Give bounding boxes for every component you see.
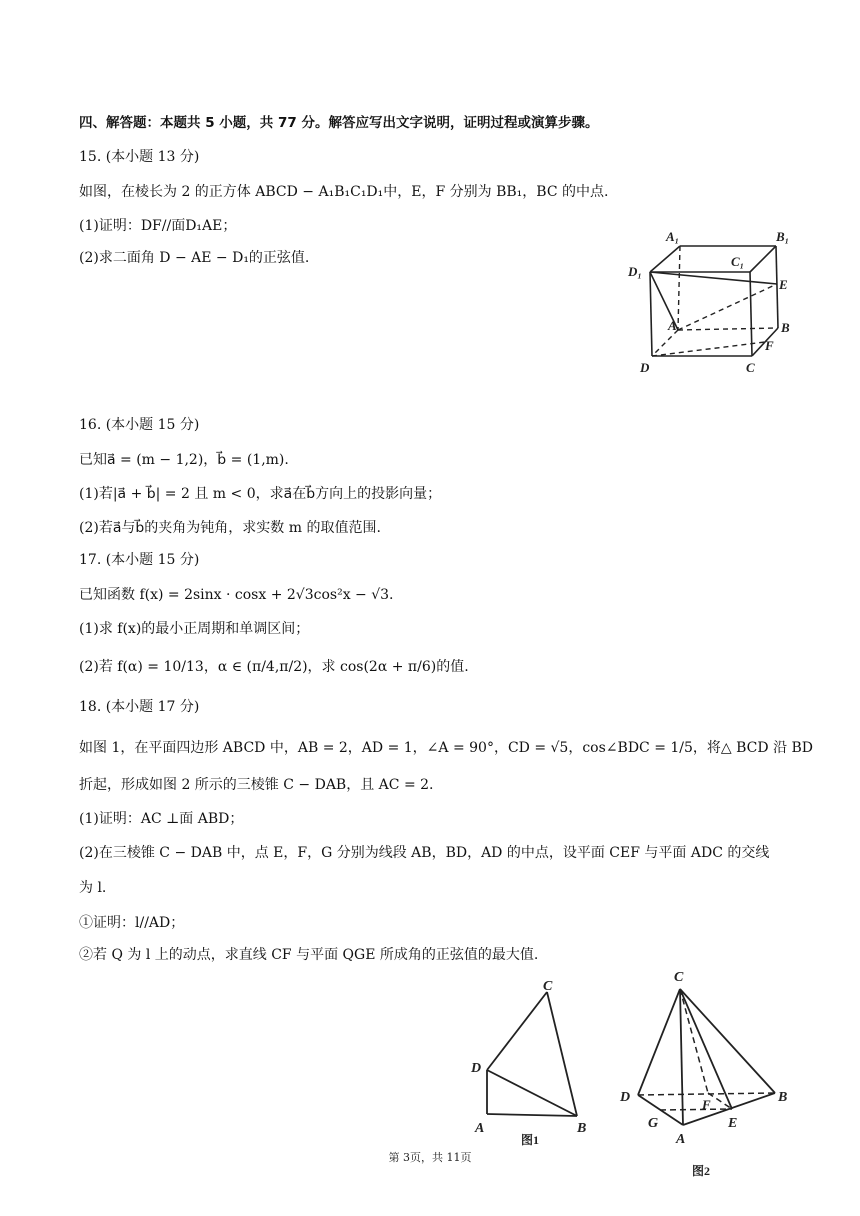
q17-part2: (2)若 f(α) = 10/13，α ∈ (π/4,π/2)，求 cos(2α + π/6)的值. [79,659,469,675]
q16-header: 16. (本小题 15 分) [79,417,200,433]
label-b: B [781,320,790,335]
edge-b1-b [776,246,778,328]
edge-d-b [487,1070,577,1116]
label-d: D [640,360,650,375]
label-c1: C₁ [731,254,745,269]
hidden-edge-a-e [678,284,777,330]
fig1-label-a: A [475,1121,485,1136]
q17-header: 17. (本小题 15 分) [79,552,200,568]
edge-d-c [487,992,547,1070]
label-c: C [746,360,755,375]
label-f: F [765,338,774,353]
q15-stem: 如图，在棱长为 2 的正方体 ABCD − A₁B₁C₁D₁中，E，F 分别为 BB₁，BC 的中点. [79,184,609,200]
edge-c-a [680,989,683,1125]
label-b1: B₁ [776,229,790,244]
page-footer: 第 3页，共 11页 [388,1151,472,1164]
q17-stem: 已知函数 f(x) = 2sinx · cosx + 2√3cos²x − √3. [79,587,394,603]
cube-figure [626,226,796,380]
q18-part2-sub2: ②若 Q 为 l 上的动点，求直线 CF 与平面 QGE 所成角的正弦值的最大值. [79,947,539,963]
fig2-label-e: E [728,1116,738,1131]
hidden-edge-a1-a [678,246,680,330]
q18-part2-line2: 为 l. [79,880,107,896]
hidden-edge-g-e [660,1109,732,1110]
q17-part1: (1)求 f(x)的最小正周期和单调区间； [79,621,310,637]
edge-d1-e [650,272,777,284]
edge-c-b [547,992,577,1116]
q15-part1: (1)证明：DF//面D₁AE； [79,218,237,234]
q18-part1: (1)证明：AC ⊥面 ABD； [79,811,244,827]
section-title: 四、解答题：本题共 5 小题，共 77 分。解答应写出文字说明，证明过程或演算步骤。 [79,115,599,131]
fig2-label-f: F [702,1097,711,1112]
label-a: A [668,318,677,333]
hidden-edge-a-b [678,328,778,330]
edge-d1-d [650,272,652,356]
q15-part2: (2)求二面角 D − AE − D₁的正弦值. [79,250,310,266]
q16-stem: 已知a⃗ = (m − 1,2)，b⃗ = (1,m). [79,452,289,468]
fig1-label-d: D [471,1061,482,1076]
label-d1: D₁ [628,264,642,279]
fig2-label-d: D [620,1090,631,1105]
q16-part1: (1)若|a⃗ + b⃗| = 2 且 m < 0，求a⃗在b⃗方向上的投影向量； [79,486,442,502]
fig2-label-g: G [648,1116,659,1131]
q18-stem-line2: 折起，形成如图 2 所示的三棱锥 C − DAB，且 AC = 2. [79,777,434,793]
edge-a-b [487,1114,577,1116]
hidden-edge-d-f [652,342,765,356]
edge-d1-a1 [650,246,680,272]
q16-part2: (2)若a⃗与b⃗的夹角为钝角，求实数 m 的取值范围. [79,520,381,536]
fig2-caption: 图2 [692,1164,711,1178]
q15-header: 15. (本小题 13 分) [79,149,200,165]
label-a1: A₁ [666,229,680,244]
hidden-edge-d-b [638,1093,775,1095]
edge-c-e [680,989,732,1109]
q18-stem-line1: 如图 1，在平面四边形 ABCD 中，AB = 2，AD = 1，∠A = 90°，CD = √5，cos∠BDC = 1/5，将△ BCD 沿 BD [79,740,814,756]
q18-header: 18. (本小题 17 分) [79,699,200,715]
fig1-label-b: B [577,1121,587,1136]
q18-part2-line1: (2)在三棱锥 C − DAB 中，点 E，F，G 分别为线段 AB，BD，AD 的中点，设平面 CEF 与平面 ADC 的交线 [79,845,770,861]
fig2-label-c: C [674,970,684,985]
label-e: E [779,277,788,292]
figure-1-quadrilateral [465,970,605,1154]
q18-part2-sub1: ①证明：l//AD； [79,915,185,931]
fig1-label-c: C [543,979,553,994]
edge-c-d [638,989,680,1095]
fig2-label-b: B [778,1090,788,1105]
hidden-edge-a-d [652,330,678,356]
fig2-label-a: A [676,1132,686,1147]
fig1-caption: 图1 [521,1133,540,1147]
edge-c1-b1 [750,246,776,272]
